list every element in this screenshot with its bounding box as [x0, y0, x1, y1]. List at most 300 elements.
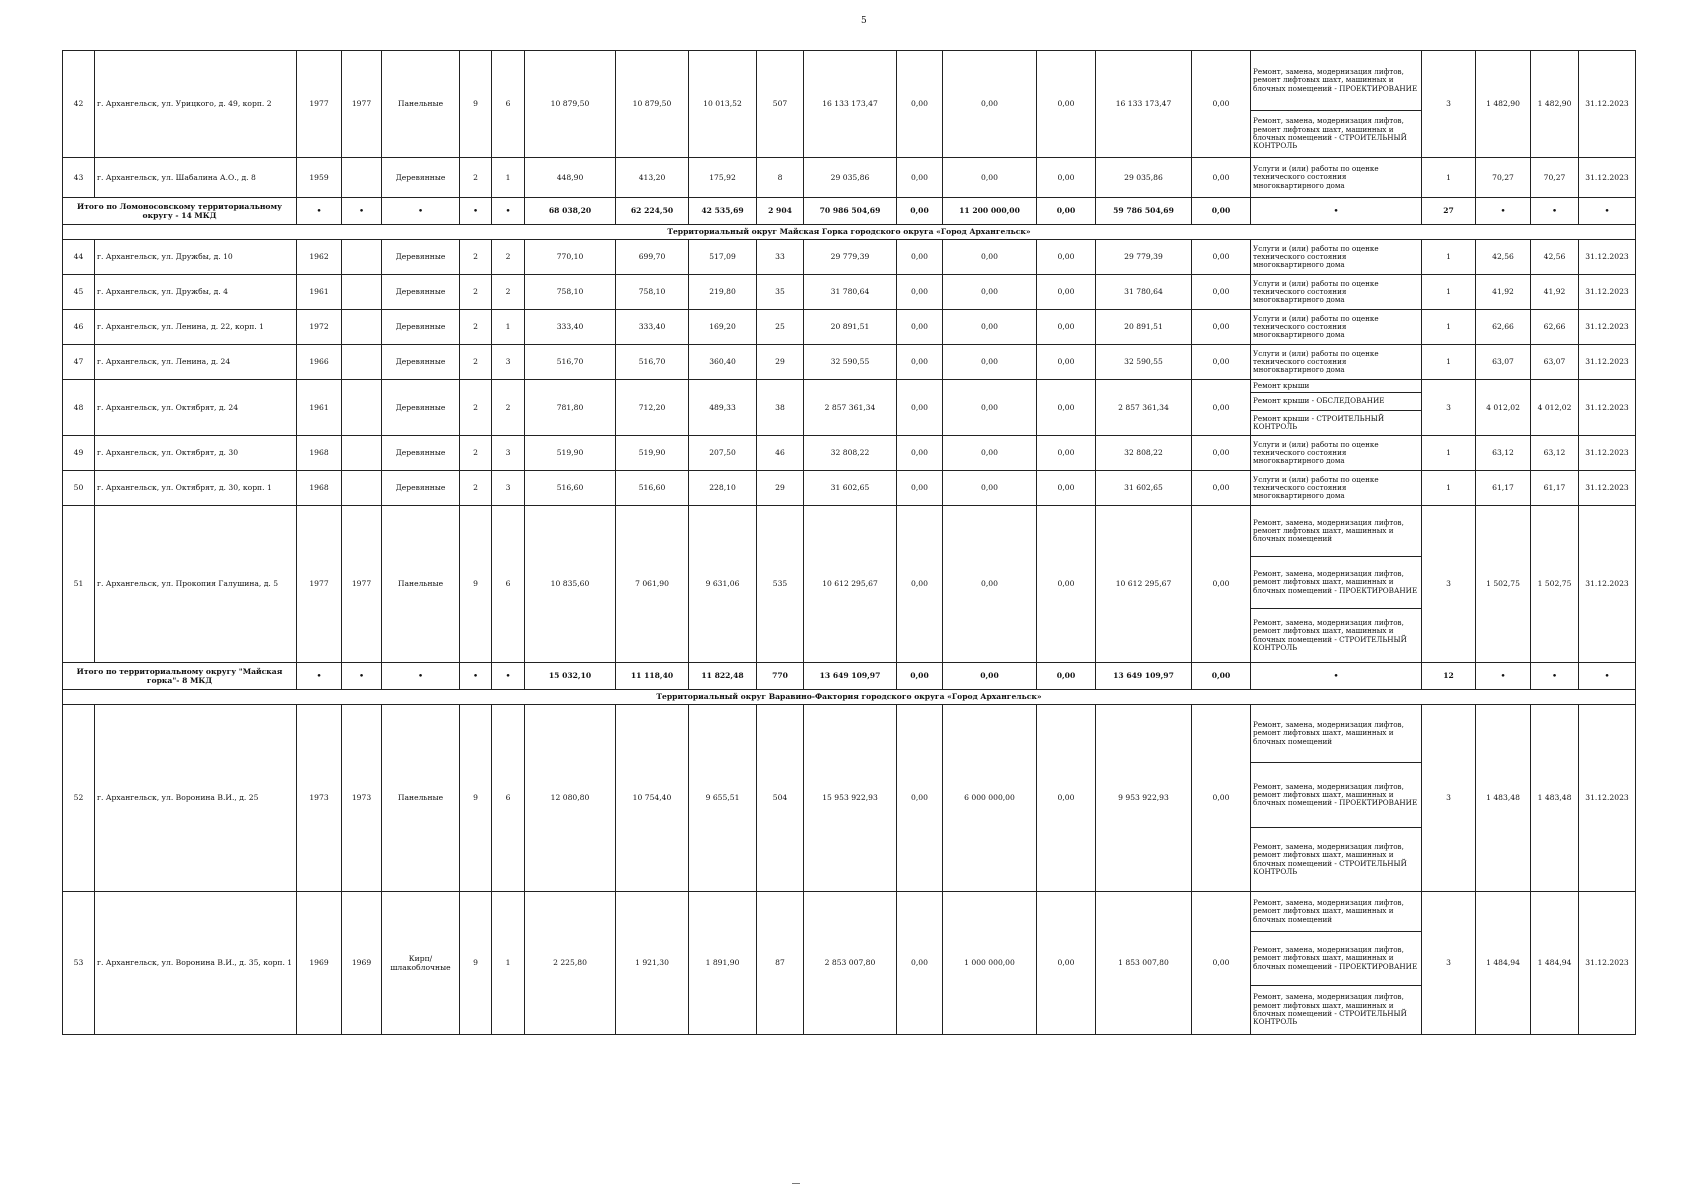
cell-cost-total: 29 035,86	[804, 158, 897, 198]
cell-count: 1	[1422, 275, 1476, 310]
cell-work-type: Услуги и (или) работы по оценке технического состояния многоквартирного дома	[1251, 240, 1422, 275]
cell-fund-fkr: 0,00	[897, 158, 943, 198]
cell-other-funds: 0,00	[1192, 471, 1251, 506]
cell-num: 49	[63, 436, 95, 471]
cell-area-living: 333,40	[616, 310, 689, 345]
cell-count: 1	[1422, 436, 1476, 471]
cell-num: 42	[63, 51, 95, 158]
cell-count: 3	[1422, 892, 1476, 1035]
total-owners-funds: 59 786 504,69	[1096, 198, 1192, 225]
cell-area-living: 519,90	[616, 436, 689, 471]
cell-year-built: 1972	[297, 310, 342, 345]
cell-year-commission	[342, 345, 382, 380]
cell-year-commission: 1977	[342, 506, 382, 663]
cell-other-funds: 0,00	[1192, 892, 1251, 1035]
cell-work-type: Услуги и (или) работы по оценке технического состояния многоквартирного дома	[1251, 310, 1422, 345]
cell-floors: 2	[460, 436, 492, 471]
section-header-row	[63, 225, 1636, 240]
cell-cost-total: 32 590,55	[804, 345, 897, 380]
total-total-area: 68 038,20	[525, 198, 616, 225]
cell-work-type: Ремонт крыши - ОБСЛЕДОВАНИЕ	[1251, 393, 1422, 411]
cell-cost-per-m2: 1 482,90	[1476, 51, 1531, 158]
cell-year-built: 1968	[297, 436, 342, 471]
cell-address: г. Архангельск, ул. Прокопия Галушина, д. 5	[95, 506, 297, 663]
cell-wall-material: Деревянные	[382, 240, 460, 275]
cell-entrances: 6	[492, 51, 525, 158]
cell-budget-local: 0,00	[1037, 705, 1096, 892]
cell-num: 44	[63, 240, 95, 275]
cell-floors: 9	[460, 51, 492, 158]
total-other-funds: 0,00	[1192, 198, 1251, 225]
table-total-row	[63, 663, 1636, 690]
cell-owners-funds: 9 953 922,93	[1096, 705, 1192, 892]
cell-floors: 2	[460, 275, 492, 310]
cell-work-type: Ремонт крыши	[1251, 380, 1422, 393]
cell-owners-funds: 20 891,51	[1096, 310, 1192, 345]
page-number: 5	[861, 16, 867, 26]
total-budget-region: 0,00	[943, 663, 1037, 690]
cell-entrances: 2	[492, 275, 525, 310]
cell-year-commission	[342, 436, 382, 471]
cell-area-owned: 489,33	[689, 380, 757, 436]
cell-total-area: 448,90	[525, 158, 616, 198]
cell-floors: 2	[460, 345, 492, 380]
cell-work-type: Услуги и (или) работы по оценке технического состояния многоквартирного дома	[1251, 345, 1422, 380]
cell-deadline: 31.12.2023	[1579, 705, 1636, 892]
cell-address: г. Архангельск, ул. Октябрят, д. 30, корп. 1	[95, 471, 297, 506]
table-row	[63, 345, 1636, 380]
cell-year-commission	[342, 310, 382, 345]
total-total-area: 15 032,10	[525, 663, 616, 690]
total-dot: •	[460, 663, 492, 690]
cell-cost-per-m2: 63,07	[1476, 345, 1531, 380]
total-dot: •	[382, 198, 460, 225]
cell-year-built: 1977	[297, 51, 342, 158]
cell-area-living: 516,60	[616, 471, 689, 506]
cell-entrances: 6	[492, 506, 525, 663]
total-dot: •	[297, 663, 342, 690]
cell-deadline: 31.12.2023	[1579, 275, 1636, 310]
cell-area-living: 1 921,30	[616, 892, 689, 1035]
cell-cost-total: 31 602,65	[804, 471, 897, 506]
total-cost-total: 13 649 109,97	[804, 663, 897, 690]
total-dot: •	[1251, 198, 1422, 225]
cell-max-cost-per-m2: 62,66	[1531, 310, 1579, 345]
cell-budget-region: 0,00	[943, 240, 1037, 275]
cell-num: 45	[63, 275, 95, 310]
cell-total-area: 333,40	[525, 310, 616, 345]
cell-max-cost-per-m2: 1 502,75	[1531, 506, 1579, 663]
cell-other-funds: 0,00	[1192, 705, 1251, 892]
cell-budget-local: 0,00	[1037, 380, 1096, 436]
cell-count: 3	[1422, 506, 1476, 663]
cell-budget-local: 0,00	[1037, 345, 1096, 380]
cell-year-commission: 1973	[342, 705, 382, 892]
total-dot: •	[1476, 663, 1531, 690]
cell-owners-funds: 31 780,64	[1096, 275, 1192, 310]
cell-count: 1	[1422, 310, 1476, 345]
total-dot: •	[492, 663, 525, 690]
total-dot: •	[382, 663, 460, 690]
total-area-owned: 11 822,48	[689, 663, 757, 690]
section-header-row	[63, 690, 1636, 705]
cell-address: г. Архангельск, ул. Урицкого, д. 49, корп. 2	[95, 51, 297, 158]
cell-budget-local: 0,00	[1037, 436, 1096, 471]
cell-total-area: 519,90	[525, 436, 616, 471]
total-budget-local: 0,00	[1037, 663, 1096, 690]
cell-residents: 507	[757, 51, 804, 158]
cell-num: 52	[63, 705, 95, 892]
capital-repair-register-table	[62, 50, 1636, 1035]
total-area-living: 11 118,40	[616, 663, 689, 690]
cell-other-funds: 0,00	[1192, 51, 1251, 158]
cell-deadline: 31.12.2023	[1579, 380, 1636, 436]
cell-wall-material: Кирп/ шлакоблочные	[382, 892, 460, 1035]
cell-year-commission	[342, 471, 382, 506]
cell-area-owned: 9 631,06	[689, 506, 757, 663]
cell-owners-funds: 31 602,65	[1096, 471, 1192, 506]
cell-work-type: Ремонт, замена, модернизация лифтов, ремонт лифтовых шахт, машинных и блочных помещений	[1251, 705, 1422, 763]
cell-cost-total: 32 808,22	[804, 436, 897, 471]
cell-entrances: 1	[492, 310, 525, 345]
cell-max-cost-per-m2: 63,07	[1531, 345, 1579, 380]
cell-budget-region: 0,00	[943, 380, 1037, 436]
cell-work-type: Ремонт, замена, модернизация лифтов, ремонт лифтовых шахт, машинных и блочных помещений - ПРОЕКТИРОВАНИЕ	[1251, 763, 1422, 828]
cell-area-owned: 207,50	[689, 436, 757, 471]
cell-cost-total: 2 857 361,34	[804, 380, 897, 436]
cell-budget-region: 0,00	[943, 158, 1037, 198]
cell-fund-fkr: 0,00	[897, 275, 943, 310]
total-label: Итого по территориальному округу "Майская горка"- 8 МКД	[63, 663, 297, 690]
cell-max-cost-per-m2: 4 012,02	[1531, 380, 1579, 436]
total-dot: •	[297, 198, 342, 225]
table-row	[63, 275, 1636, 310]
cell-residents: 25	[757, 310, 804, 345]
table-row	[63, 705, 1636, 763]
cell-residents: 504	[757, 705, 804, 892]
cell-residents: 29	[757, 345, 804, 380]
cell-count: 1	[1422, 471, 1476, 506]
table-row	[63, 380, 1636, 393]
cell-area-living: 516,70	[616, 345, 689, 380]
cell-fund-fkr: 0,00	[897, 380, 943, 436]
cell-wall-material: Деревянные	[382, 158, 460, 198]
cell-year-built: 1959	[297, 158, 342, 198]
cell-fund-fkr: 0,00	[897, 705, 943, 892]
cell-work-type: Услуги и (или) работы по оценке технического состояния многоквартирного дома	[1251, 471, 1422, 506]
cell-wall-material: Панельные	[382, 506, 460, 663]
cell-year-commission: 1969	[342, 892, 382, 1035]
cell-address: г. Архангельск, ул. Дружбы, д. 10	[95, 240, 297, 275]
cell-max-cost-per-m2: 41,92	[1531, 275, 1579, 310]
cell-cost-per-m2: 1 502,75	[1476, 506, 1531, 663]
cell-deadline: 31.12.2023	[1579, 471, 1636, 506]
cell-area-owned: 360,40	[689, 345, 757, 380]
cell-fund-fkr: 0,00	[897, 471, 943, 506]
cell-cost-total: 29 779,39	[804, 240, 897, 275]
cell-deadline: 31.12.2023	[1579, 310, 1636, 345]
total-cost-total: 70 986 504,69	[804, 198, 897, 225]
cell-total-area: 10 879,50	[525, 51, 616, 158]
cell-budget-region: 0,00	[943, 51, 1037, 158]
cell-max-cost-per-m2: 70,27	[1531, 158, 1579, 198]
table-row	[63, 158, 1636, 198]
cell-floors: 9	[460, 506, 492, 663]
cell-total-area: 781,80	[525, 380, 616, 436]
cell-residents: 35	[757, 275, 804, 310]
cell-area-living: 758,10	[616, 275, 689, 310]
cell-floors: 9	[460, 705, 492, 892]
total-residents: 2 904	[757, 198, 804, 225]
cell-owners-funds: 2 857 361,34	[1096, 380, 1192, 436]
cell-address: г. Архангельск, ул. Октябрят, д. 24	[95, 380, 297, 436]
cell-residents: 33	[757, 240, 804, 275]
cell-work-type: Услуги и (или) работы по оценке технического состояния многоквартирного дома	[1251, 275, 1422, 310]
total-owners-funds: 13 649 109,97	[1096, 663, 1192, 690]
cell-max-cost-per-m2: 1 483,48	[1531, 705, 1579, 892]
cell-num: 50	[63, 471, 95, 506]
cell-floors: 2	[460, 380, 492, 436]
total-count: 27	[1422, 198, 1476, 225]
cell-max-cost-per-m2: 42,56	[1531, 240, 1579, 275]
cell-year-commission	[342, 380, 382, 436]
cell-num: 43	[63, 158, 95, 198]
cell-other-funds: 0,00	[1192, 345, 1251, 380]
cell-residents: 8	[757, 158, 804, 198]
total-dot: •	[1476, 198, 1531, 225]
cell-work-type: Ремонт, замена, модернизация лифтов, ремонт лифтовых шахт, машинных и блочных помещений - СТРОИТЕЛЬНЫЙ КОНТРОЛЬ	[1251, 986, 1422, 1035]
total-count: 12	[1422, 663, 1476, 690]
cell-count: 1	[1422, 158, 1476, 198]
cell-year-commission: 1977	[342, 51, 382, 158]
cell-address: г. Архангельск, ул. Дружбы, д. 4	[95, 275, 297, 310]
total-other-funds: 0,00	[1192, 663, 1251, 690]
cell-other-funds: 0,00	[1192, 310, 1251, 345]
cell-address: г. Архангельск, ул. Ленина, д. 22, корп. 1	[95, 310, 297, 345]
cell-year-built: 1966	[297, 345, 342, 380]
cell-cost-total: 15 953 922,93	[804, 705, 897, 892]
cell-work-type: Ремонт, замена, модернизация лифтов, ремонт лифтовых шахт, машинных и блочных помещений - ПРОЕКТИРОВАНИЕ	[1251, 51, 1422, 111]
cell-budget-local: 0,00	[1037, 471, 1096, 506]
total-residents: 770	[757, 663, 804, 690]
cell-cost-total: 20 891,51	[804, 310, 897, 345]
cell-fund-fkr: 0,00	[897, 506, 943, 663]
table-row	[63, 310, 1636, 345]
cell-address: г. Архангельск, ул. Шабалина А.О., д. 8	[95, 158, 297, 198]
cell-cost-per-m2: 63,12	[1476, 436, 1531, 471]
table-row	[63, 436, 1636, 471]
cell-fund-fkr: 0,00	[897, 240, 943, 275]
cell-area-living: 712,20	[616, 380, 689, 436]
cell-total-area: 516,60	[525, 471, 616, 506]
cell-fund-fkr: 0,00	[897, 345, 943, 380]
total-label: Итого по Ломоносовскому территориальному округу - 14 МКД	[63, 198, 297, 225]
cell-floors: 2	[460, 240, 492, 275]
table-row	[63, 892, 1636, 932]
cell-area-owned: 517,09	[689, 240, 757, 275]
cell-count: 3	[1422, 380, 1476, 436]
cell-cost-total: 2 853 007,80	[804, 892, 897, 1035]
cell-num: 53	[63, 892, 95, 1035]
cell-budget-local: 0,00	[1037, 310, 1096, 345]
cell-floors: 2	[460, 471, 492, 506]
total-dot: •	[1251, 663, 1422, 690]
table-row	[63, 506, 1636, 557]
cell-wall-material: Деревянные	[382, 310, 460, 345]
cell-entrances: 2	[492, 240, 525, 275]
cell-owners-funds: 10 612 295,67	[1096, 506, 1192, 663]
cell-budget-region: 0,00	[943, 345, 1037, 380]
cell-floors: 2	[460, 310, 492, 345]
total-dot: •	[1579, 198, 1636, 225]
cell-cost-per-m2: 61,17	[1476, 471, 1531, 506]
cell-entrances: 1	[492, 892, 525, 1035]
cell-wall-material: Панельные	[382, 705, 460, 892]
total-dot: •	[1531, 198, 1579, 225]
cell-budget-local: 0,00	[1037, 158, 1096, 198]
cell-cost-per-m2: 70,27	[1476, 158, 1531, 198]
cell-fund-fkr: 0,00	[897, 310, 943, 345]
cell-address: г. Архангельск, ул. Октябрят, д. 30	[95, 436, 297, 471]
cell-area-owned: 1 891,90	[689, 892, 757, 1035]
cell-budget-region: 0,00	[943, 275, 1037, 310]
cell-budget-region: 1 000 000,00	[943, 892, 1037, 1035]
cell-year-built: 1977	[297, 506, 342, 663]
cell-address: г. Архангельск, ул. Ленина, д. 24	[95, 345, 297, 380]
cell-max-cost-per-m2: 61,17	[1531, 471, 1579, 506]
cell-cost-total: 10 612 295,67	[804, 506, 897, 663]
cell-residents: 87	[757, 892, 804, 1035]
cell-residents: 46	[757, 436, 804, 471]
page-bottom-mark	[792, 1183, 800, 1184]
cell-residents: 535	[757, 506, 804, 663]
cell-work-type: Ремонт, замена, модернизация лифтов, ремонт лифтовых шахт, машинных и блочных помещений - СТРОИТЕЛЬНЫЙ КОНТРОЛЬ	[1251, 828, 1422, 892]
total-dot: •	[342, 663, 382, 690]
cell-owners-funds: 29 779,39	[1096, 240, 1192, 275]
cell-deadline: 31.12.2023	[1579, 436, 1636, 471]
total-dot: •	[1531, 663, 1579, 690]
cell-deadline: 31.12.2023	[1579, 240, 1636, 275]
cell-budget-local: 0,00	[1037, 892, 1096, 1035]
cell-deadline: 31.12.2023	[1579, 51, 1636, 158]
cell-area-owned: 169,20	[689, 310, 757, 345]
cell-budget-region: 0,00	[943, 506, 1037, 663]
total-dot: •	[492, 198, 525, 225]
cell-year-commission	[342, 158, 382, 198]
cell-area-owned: 228,10	[689, 471, 757, 506]
cell-budget-region: 6 000 000,00	[943, 705, 1037, 892]
cell-year-built: 1968	[297, 471, 342, 506]
cell-other-funds: 0,00	[1192, 275, 1251, 310]
cell-year-built: 1962	[297, 240, 342, 275]
section-title: Территориальный округ Майская Горка городского округа «Город Архангельск»	[63, 225, 1636, 240]
cell-count: 3	[1422, 705, 1476, 892]
cell-budget-local: 0,00	[1037, 240, 1096, 275]
cell-deadline: 31.12.2023	[1579, 892, 1636, 1035]
total-dot: •	[460, 198, 492, 225]
cell-wall-material: Деревянные	[382, 436, 460, 471]
cell-fund-fkr: 0,00	[897, 892, 943, 1035]
cell-total-area: 770,10	[525, 240, 616, 275]
total-budget-region: 11 200 000,00	[943, 198, 1037, 225]
cell-area-owned: 10 013,52	[689, 51, 757, 158]
cell-work-type: Услуги и (или) работы по оценке технического состояния многоквартирного дома	[1251, 436, 1422, 471]
table-total-row	[63, 198, 1636, 225]
cell-entrances: 2	[492, 380, 525, 436]
cell-work-type: Ремонт, замена, модернизация лифтов, ремонт лифтовых шахт, машинных и блочных помещений - ПРОЕКТИРОВАНИЕ	[1251, 932, 1422, 986]
cell-work-type: Ремонт, замена, модернизация лифтов, ремонт лифтовых шахт, машинных и блочных помещений - СТРОИТЕЛЬНЫЙ КОНТРОЛЬ	[1251, 111, 1422, 158]
cell-max-cost-per-m2: 1 484,94	[1531, 892, 1579, 1035]
cell-num: 48	[63, 380, 95, 436]
cell-floors: 2	[460, 158, 492, 198]
total-budget-local: 0,00	[1037, 198, 1096, 225]
cell-total-area: 2 225,80	[525, 892, 616, 1035]
cell-entrances: 3	[492, 345, 525, 380]
cell-area-owned: 219,80	[689, 275, 757, 310]
cell-owners-funds: 1 853 007,80	[1096, 892, 1192, 1035]
cell-work-type: Услуги и (или) работы по оценке технического состояния многоквартирного дома	[1251, 158, 1422, 198]
total-fund-fkr: 0,00	[897, 198, 943, 225]
cell-num: 51	[63, 506, 95, 663]
cell-wall-material: Деревянные	[382, 345, 460, 380]
cell-area-owned: 175,92	[689, 158, 757, 198]
cell-wall-material: Панельные	[382, 51, 460, 158]
cell-num: 46	[63, 310, 95, 345]
cell-owners-funds: 32 590,55	[1096, 345, 1192, 380]
cell-budget-local: 0,00	[1037, 51, 1096, 158]
cell-year-built: 1961	[297, 380, 342, 436]
cell-other-funds: 0,00	[1192, 158, 1251, 198]
cell-address: г. Архангельск, ул. Воронина В.И., д. 35, корп. 1	[95, 892, 297, 1035]
cell-year-commission	[342, 275, 382, 310]
cell-count: 3	[1422, 51, 1476, 158]
cell-year-built: 1969	[297, 892, 342, 1035]
cell-cost-per-m2: 4 012,02	[1476, 380, 1531, 436]
cell-num: 47	[63, 345, 95, 380]
cell-area-owned: 9 655,51	[689, 705, 757, 892]
table-row	[63, 471, 1636, 506]
cell-year-built: 1961	[297, 275, 342, 310]
cell-cost-per-m2: 1 484,94	[1476, 892, 1531, 1035]
cell-work-type: Ремонт, замена, модернизация лифтов, ремонт лифтовых шахт, машинных и блочных помещений	[1251, 506, 1422, 557]
cell-entrances: 3	[492, 471, 525, 506]
cell-budget-local: 0,00	[1037, 275, 1096, 310]
cell-work-type: Ремонт, замена, модернизация лифтов, ремонт лифтовых шахт, машинных и блочных помещений - СТРОИТЕЛЬНЫЙ КОНТРОЛЬ	[1251, 609, 1422, 663]
cell-total-area: 12 080,80	[525, 705, 616, 892]
cell-fund-fkr: 0,00	[897, 436, 943, 471]
cell-year-built: 1973	[297, 705, 342, 892]
total-dot: •	[1579, 663, 1636, 690]
total-dot: •	[342, 198, 382, 225]
table-row	[63, 51, 1636, 111]
cell-work-type: Ремонт крыши - СТРОИТЕЛЬНЫЙ КОНТРОЛЬ	[1251, 411, 1422, 436]
cell-budget-region: 0,00	[943, 471, 1037, 506]
cell-owners-funds: 32 808,22	[1096, 436, 1192, 471]
cell-budget-region: 0,00	[943, 310, 1037, 345]
total-area-owned: 42 535,69	[689, 198, 757, 225]
cell-other-funds: 0,00	[1192, 240, 1251, 275]
cell-cost-total: 31 780,64	[804, 275, 897, 310]
cell-other-funds: 0,00	[1192, 506, 1251, 663]
cell-area-living: 699,70	[616, 240, 689, 275]
cell-fund-fkr: 0,00	[897, 51, 943, 158]
cell-entrances: 1	[492, 158, 525, 198]
cell-budget-local: 0,00	[1037, 506, 1096, 663]
cell-wall-material: Деревянные	[382, 380, 460, 436]
cell-max-cost-per-m2: 1 482,90	[1531, 51, 1579, 158]
cell-area-living: 10 754,40	[616, 705, 689, 892]
cell-count: 1	[1422, 240, 1476, 275]
